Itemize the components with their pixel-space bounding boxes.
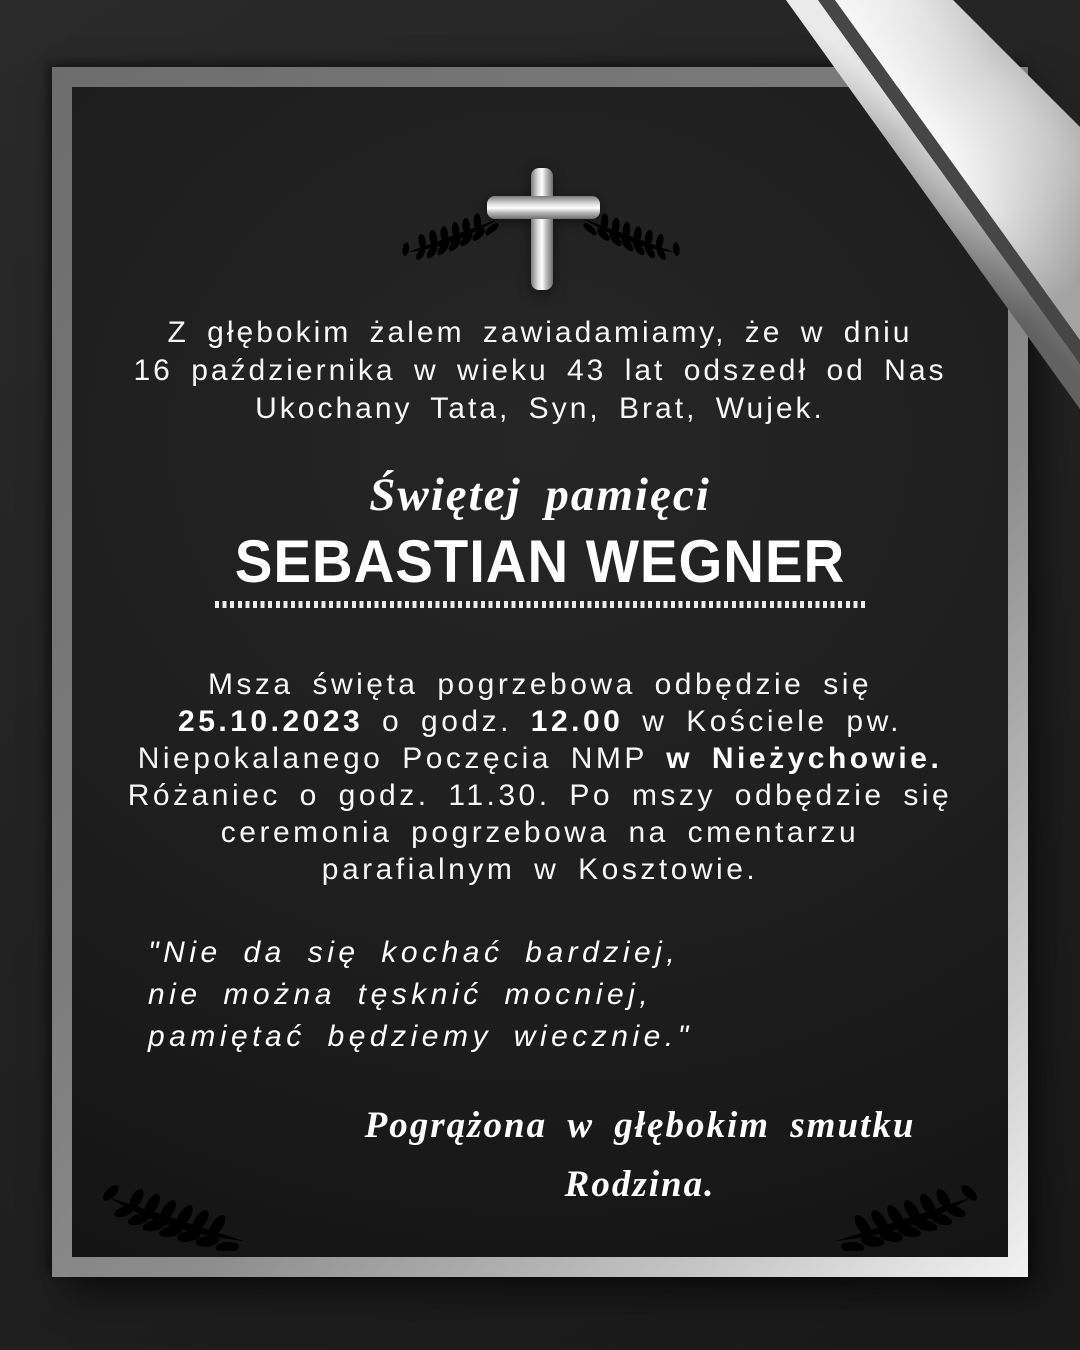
memorial-eyebrow: Świętej pamięci [369, 469, 711, 521]
text-line: nie można tęsknić mocniej, [148, 978, 653, 1011]
text-line: ceremonia pogrzebowa na cmentarzu [220, 816, 860, 849]
text-line: Niepokalanego Poczęcia NMP w Nieżychowie. [137, 742, 943, 775]
text-line: pamiętać będziemy wiecznie." [148, 1020, 693, 1053]
cross-vertical-bar [531, 168, 553, 290]
service-details [0, 666, 1080, 888]
text-line: "Nie da się kochać bardziej, [148, 936, 680, 969]
cross-icon [487, 168, 600, 290]
laurel-branch-icon [834, 1182, 982, 1251]
deceased-name: SEBASTIAN WEGNER [234, 528, 846, 595]
text-line: Pogrążona w głębokim smutku [364, 1105, 916, 1146]
text-line: Msza święta pogrzebowa odbędzie się [207, 668, 873, 701]
text-line: Ukochany Tata, Syn, Brat, Wujek. [255, 392, 825, 425]
text-line: Rodzina. [564, 1164, 716, 1205]
text-line: 16 października w wieku 43 lat odszedł od Nas [133, 354, 947, 387]
text-line: 25.10.2023 o godz. 12.00 w Kościele pw. [178, 705, 902, 738]
text-line: parafialnym w Kosztowie. [321, 853, 759, 886]
laurel-branch-icon [98, 1182, 246, 1251]
memorial-quote [148, 932, 693, 1058]
text-line: Z głębokim żalem zawiadamiamy, że w dniu [167, 316, 913, 349]
mourning-ribbon-icon [700, 0, 1080, 460]
dotted-divider [215, 601, 865, 608]
text-line: Różaniec o godz. 11.30. Po mszy odbędzie się [127, 779, 953, 812]
